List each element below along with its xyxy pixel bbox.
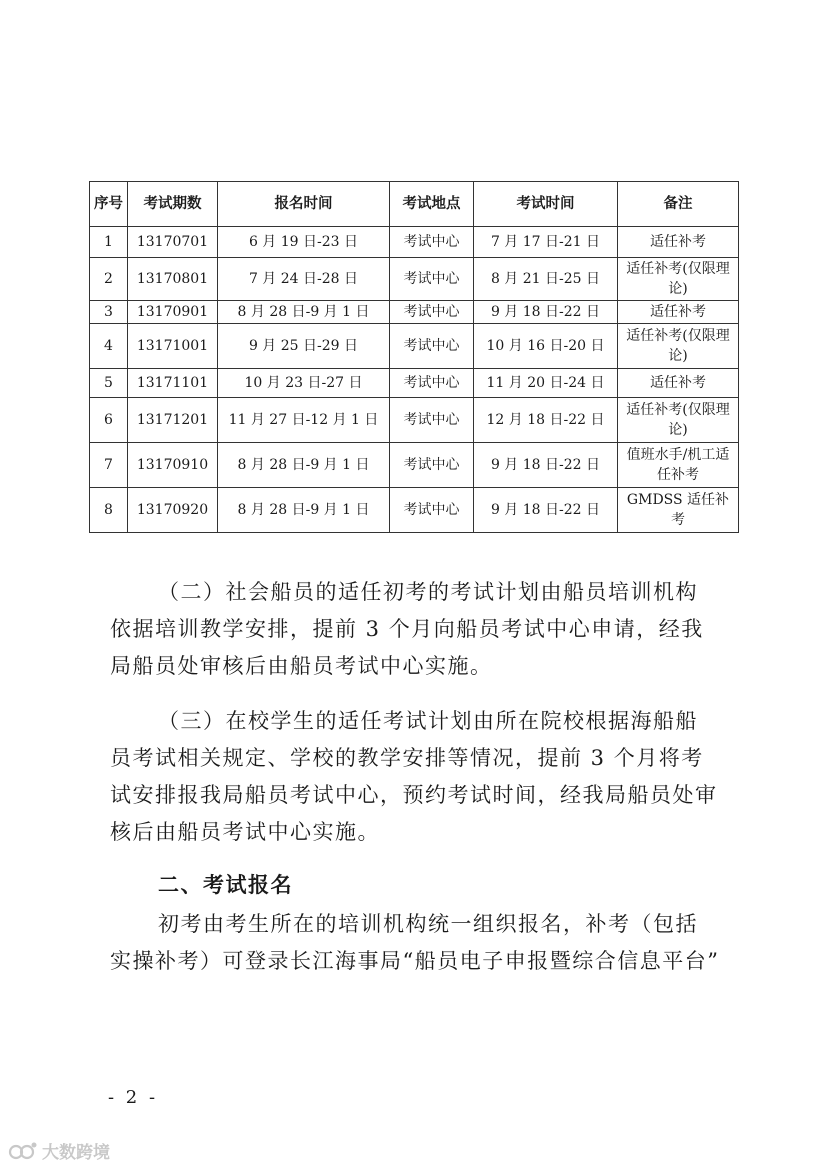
table-header-row xyxy=(90,182,739,227)
cell-period: 13170901 xyxy=(128,301,218,324)
cell-seq: 4 xyxy=(90,324,128,369)
cell-period: 13171101 xyxy=(128,369,218,398)
cell-remark: 适任补考 xyxy=(618,227,739,258)
cell-remark: 适任补考(仅限理论) xyxy=(618,398,739,443)
cell-remark: 适任补考 xyxy=(618,301,739,324)
header-exam-time: 考试时间 xyxy=(474,182,618,227)
paragraph-seafarer-initial-exam: （二）社会船员的适任初考的考试计划由船员培训机构依据培训教学安排，提前 3 个月向船员考试中心申请，经我局船员处审核后由船员考试中心实施。 xyxy=(110,580,704,678)
cell-location: 考试中心 xyxy=(390,227,474,258)
table-row xyxy=(90,301,739,324)
cell-location: 考试中心 xyxy=(390,301,474,324)
cell-remark: 适任补考(仅限理论) xyxy=(618,324,739,369)
cell-registration: 8 月 28 日-9 月 1 日 xyxy=(218,488,390,533)
cell-exam-time: 12 月 18 日-22 日 xyxy=(474,398,618,443)
cell-remark: GMDSS 适任补考 xyxy=(618,488,739,533)
cell-location: 考试中心 xyxy=(390,398,474,443)
cell-registration: 6 月 19 日-23 日 xyxy=(218,227,390,258)
cell-registration: 7 月 24 日-28 日 xyxy=(218,258,390,301)
cell-seq: 6 xyxy=(90,398,128,443)
cell-seq: 5 xyxy=(90,369,128,398)
watermark xyxy=(8,1138,110,1163)
cell-location: 考试中心 xyxy=(390,324,474,369)
table-row xyxy=(90,324,739,369)
cell-seq: 7 xyxy=(90,443,128,488)
cell-seq: 1 xyxy=(90,227,128,258)
cell-exam-time: 8 月 21 日-25 日 xyxy=(474,258,618,301)
cell-remark: 适任补考(仅限理论) xyxy=(618,258,739,301)
cell-remark: 值班水手/机工适任补考 xyxy=(618,443,739,488)
cell-period: 13170910 xyxy=(128,443,218,488)
cell-exam-time: 9 月 18 日-22 日 xyxy=(474,488,618,533)
cell-remark: 适任补考 xyxy=(618,369,739,398)
cell-exam-time: 11 月 20 日-24 日 xyxy=(474,369,618,398)
header-registration: 报名时间 xyxy=(218,182,390,227)
cell-exam-time: 9 月 18 日-22 日 xyxy=(474,301,618,324)
header-remark: 备注 xyxy=(618,182,739,227)
header-period: 考试期数 xyxy=(128,182,218,227)
cell-seq: 2 xyxy=(90,258,128,301)
cell-period: 13170920 xyxy=(128,488,218,533)
exam-schedule-table xyxy=(89,181,739,533)
table-row xyxy=(90,369,739,398)
cell-location: 考试中心 xyxy=(390,369,474,398)
table-row xyxy=(90,398,739,443)
table-row xyxy=(90,227,739,258)
cell-location: 考试中心 xyxy=(390,488,474,533)
watermark-text: 大数跨境 xyxy=(42,1143,110,1163)
page-number: - 2 - xyxy=(108,1087,159,1108)
cell-location: 考试中心 xyxy=(390,258,474,301)
table-row xyxy=(90,488,739,533)
table-row xyxy=(90,443,739,488)
cell-seq: 3 xyxy=(90,301,128,324)
cell-seq: 8 xyxy=(90,488,128,533)
cell-period: 13170801 xyxy=(128,258,218,301)
cell-registration: 9 月 25 日-29 日 xyxy=(218,324,390,369)
section-heading-registration: 二、考试报名 xyxy=(158,873,293,897)
cell-exam-time: 7 月 17 日-21 日 xyxy=(474,227,618,258)
cell-registration: 10 月 23 日-27 日 xyxy=(218,369,390,398)
cell-registration: 11 月 27 日-12 月 1 日 xyxy=(218,398,390,443)
paragraph-student-exam: （三）在校学生的适任考试计划由所在院校根据海船船员考试相关规定、学校的教学安排等情况，提前 3 个月将考试安排报我局船员考试中心，预约考试时间，经我局船员处审核后由船员考试中心实施。 xyxy=(110,709,718,844)
header-location: 考试地点 xyxy=(390,182,474,227)
watermark-logo-icon xyxy=(8,1140,38,1162)
cell-registration: 8 月 28 日-9 月 1 日 xyxy=(218,301,390,324)
cell-period: 13171201 xyxy=(128,398,218,443)
header-seq: 序号 xyxy=(90,182,128,227)
cell-period: 13171001 xyxy=(128,324,218,369)
cell-location: 考试中心 xyxy=(390,443,474,488)
table-row xyxy=(90,258,739,301)
cell-exam-time: 9 月 18 日-22 日 xyxy=(474,443,618,488)
paragraph-registration: 初考由考生所在的培训机构统一组织报名，补考（包括实操补考）可登录长江海事局“船员电子申报暨综合信息平台” xyxy=(110,912,720,973)
cell-registration: 8 月 28 日-9 月 1 日 xyxy=(218,443,390,488)
cell-period: 13170701 xyxy=(128,227,218,258)
cell-exam-time: 10 月 16 日-20 日 xyxy=(474,324,618,369)
